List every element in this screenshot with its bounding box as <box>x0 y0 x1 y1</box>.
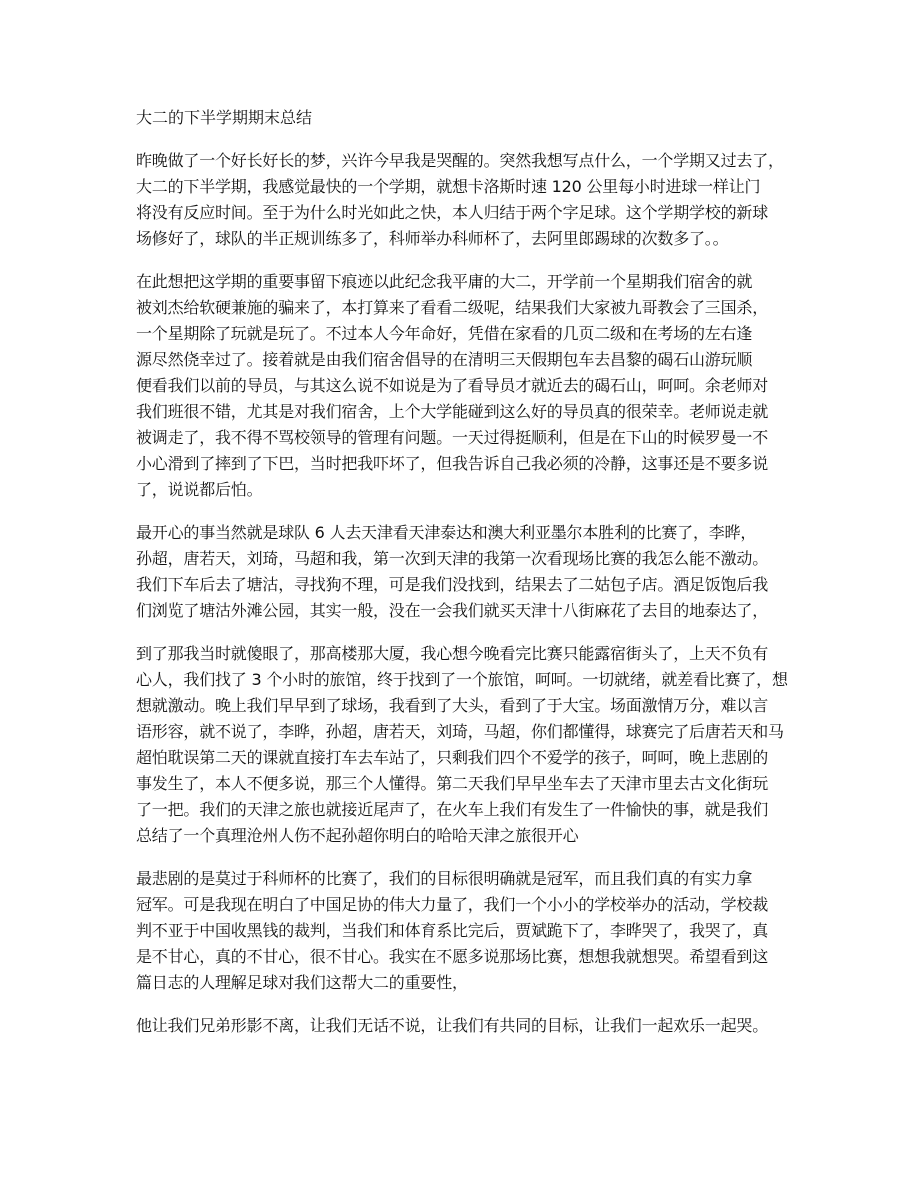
text-line: 语形容，就不说了，李晔，孙超，唐若天，刘琦，马超，你们都懂得，球赛完了后唐若天和马 <box>136 722 784 741</box>
text-line: 小心滑到了摔到了下巴，当时把我吓坏了，但我告诉自己我必须的冷静，这事还是不要多说 <box>136 454 769 473</box>
paragraph-keshi-cup <box>136 866 796 996</box>
paragraph-tianjin-match <box>136 641 796 849</box>
paragraph-semester-events <box>136 269 796 503</box>
text-line: 到了那我当时就傻眼了，那高楼那大厦，我心想今晚看完比赛只能露宿街头了，上天不负有 <box>136 644 769 663</box>
text-line: 源尽然侥幸过了。接着就是由我们宿舍倡导的在清明三天假期包车去昌黎的碣石山游玩顺 <box>136 350 753 369</box>
text-line: 冠军。可是我现在明白了中国足协的伟大力量了，我们一个小小的学校举办的活动，学校裁 <box>136 895 769 914</box>
text-line: 孙超，唐若天，刘琦，马超和我，第一次到天津的我第一次看现场比赛的我怎么能不激动。 <box>136 549 769 568</box>
text-line: 他让我们兄弟形影不离，让我们无话不说，让我们有共同的目标，让我们一起欢乐一起哭。 <box>136 1016 769 1035</box>
text-line: 是不甘心，真的不甘心，很不甘心。我实在不愿多说那场比赛，想想我就想哭。希望看到这 <box>136 947 769 966</box>
text-line: 我们下车后去了塘沽，寻找狗不理，可是我们没找到，结果去了二姑包子店。酒足饭饱后我 <box>136 575 769 594</box>
text-line: 将没有反应时间。至于为什么时光如此之快，本人归结于两个字足球。这个学期学校的新球 <box>136 203 769 222</box>
text-line: 一个星期除了玩就是玩了。不过本人今年命好，凭借在家看的几页二级和在考场的左右逢 <box>136 324 753 343</box>
text-line: 被刘杰给软硬兼施的骗来了，本打算来了看看二级呢，结果我们大家被九哥教会了三国杀， <box>136 298 769 317</box>
text-line: 被调走了，我不得不骂校领导的管理有问题。一天过得挺顺利，但是在下山的时候罗曼一不 <box>136 428 769 447</box>
text-line: 总结了一个真理沧州人伤不起孙超你明白的哈哈天津之旅很开心 <box>136 826 579 845</box>
paragraph-tianjin-trip <box>136 520 796 624</box>
paragraph-closing <box>136 1013 796 1039</box>
text-line: 事发生了，本人不便多说，那三个人懂得。第二天我们早早坐车去了天津市里去古文化街玩 <box>136 774 769 793</box>
document-page <box>136 106 796 1056</box>
text-line: 昨晚做了一个好长好长的梦，兴许今早我是哭醒的。突然我想写点什么，一个学期又过去了， <box>136 151 784 170</box>
paragraph-dream <box>136 148 796 252</box>
text-line: 最悲剧的是莫过于科师杯的比赛了，我们的目标很明确就是冠军，而且我们真的有实力拿 <box>136 869 753 888</box>
text-line: 最开心的事当然就是球队 6 人去天津看天津泰达和澳大利亚墨尔本胜利的比赛了，李晔， <box>136 523 757 542</box>
text-line: 便看我们以前的导员，与其这么说不如说是为了看导员才就近去的碣石山，呵呵。余老师对 <box>136 376 769 395</box>
text-line: 想就激动。晚上我们早早到了球场，我看到了大头，看到了于大宝。场面激情万分，难以言 <box>136 696 769 715</box>
text-line: 大二的下半学期，我感觉最快的一个学期，就想卡洛斯时速 120 公里每小时进球一样让门 <box>136 177 761 196</box>
text-line: 了，说说都后怕。 <box>136 480 263 499</box>
text-line: 场修好了，球队的半正规训练多了，科师举办科师杯了，去阿里郎踢球的次数多了。。 <box>136 229 729 248</box>
document-title: 大二的下半学期期末总结 <box>136 108 313 127</box>
text-line: 篇日志的人理解足球对我们这帮大二的重要性， <box>136 973 468 992</box>
text-line: 超怕耽误第二天的课就直接打车去车站了，只剩我们四个不爱学的孩子，呵呵，晚上悲剧的 <box>136 748 769 767</box>
text-line: 在此想把这学期的重要事留下痕迹以此纪念我平庸的大二，开学前一个星期我们宿舍的就 <box>136 272 753 291</box>
text-line: 了一把。我们的天津之旅也就接近尾声了，在火车上我们有发生了一件愉快的事，就是我们 <box>136 800 769 819</box>
text-line: 心人，我们找了 3 个小时的旅馆，终于找到了一个旅馆，呵呵。一切就绪，就差看比赛了，想 <box>136 670 788 689</box>
text-line: 我们班很不错，尤其是对我们宿舍，上个大学能碰到这么好的导员真的很荣幸。老师说走就 <box>136 402 769 421</box>
text-line: 判不亚于中国收黑钱的裁判，当我们和体育系比完后，贾斌跪下了，李晔哭了，我哭了，真 <box>136 921 769 940</box>
text-line: 们浏览了塘沽外滩公园，其实一般，没在一会我们就买天津十八街麻花了去目的地泰达了， <box>136 601 769 620</box>
